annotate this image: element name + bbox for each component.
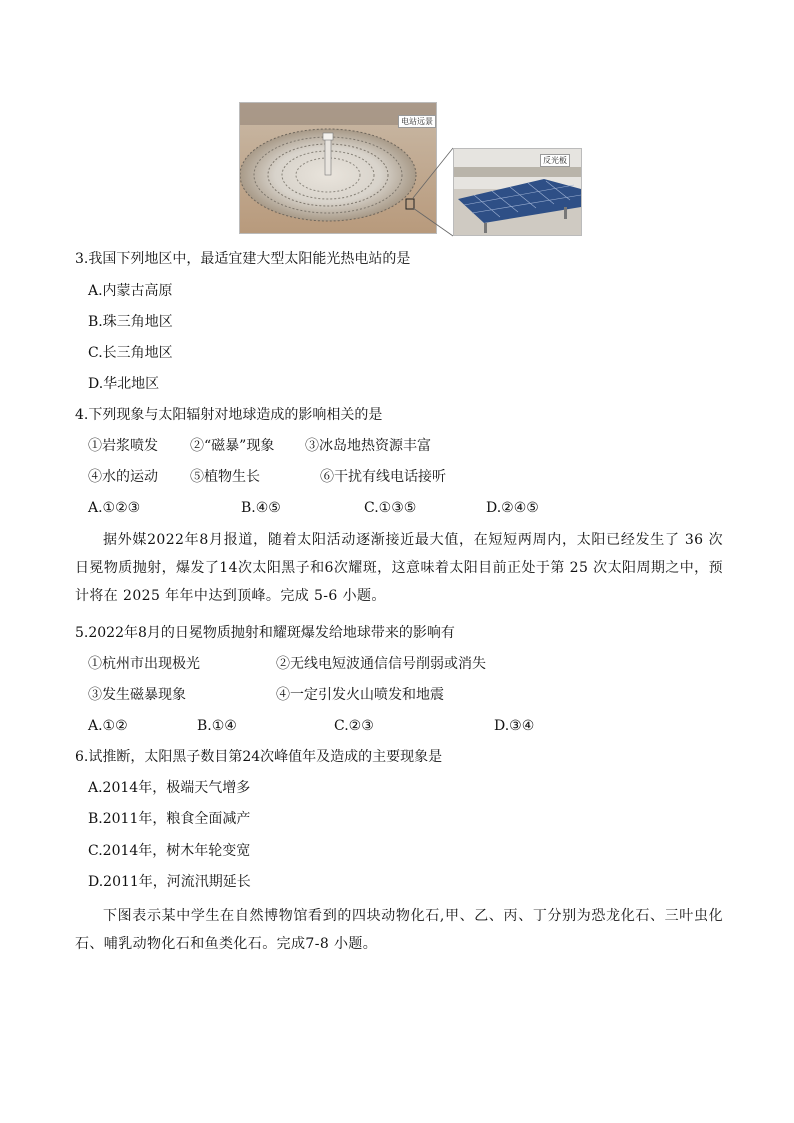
q6-option-b: B.2011年，粮食全面减产 <box>88 811 251 827</box>
q3-option-d: D.华北地区 <box>88 376 160 392</box>
q4-option-c: C.①③⑤ <box>364 500 417 516</box>
q5-stem: 5.2022年8月的日冕物质抛射和耀斑爆发给地球带来的影响有 <box>75 625 455 641</box>
reflector-panel-photo <box>453 148 582 236</box>
q3-option-a: A.内蒙古高原 <box>88 283 173 299</box>
q5-item-2: ②无线电短波通信信号削弱或消失 <box>276 656 486 672</box>
q4-item-1: ①岩浆喷发 <box>88 438 158 454</box>
q6-stem: 6.试推断，太阳黑子数目第24次峰值年及造成的主要现象是 <box>75 749 443 765</box>
q3-option-b: B.珠三角地区 <box>88 314 173 330</box>
passage-fossils: 下图表示某中学生在自然博物馆看到的四块动物化石,甲、乙、丙、丁分别为恐龙化石、三叶虫化石、哺乳动物化石和鱼类化石。完成7-8 小题。 <box>75 908 723 952</box>
q3-option-c: C.长三角地区 <box>88 345 173 361</box>
q6-option-a: A.2014年，极端天气增多 <box>88 780 251 796</box>
q5-option-b: B.①④ <box>197 718 237 734</box>
solar-plant-figure <box>239 102 582 238</box>
q4-item-2: ②“磁暴”现象 <box>190 438 275 454</box>
q5-option-a: A.①② <box>88 718 128 734</box>
q5-option-d: D.③④ <box>494 718 535 734</box>
q4-option-d: D.②④⑤ <box>486 500 539 516</box>
main-photo-label: 电站远景 <box>398 115 436 128</box>
q6-option-c: C.2014年，树木年轮变宽 <box>88 843 251 859</box>
q4-item-5: ⑤植物生长 <box>190 469 260 485</box>
q4-item-4: ④水的运动 <box>88 469 158 485</box>
q5-option-c: C.②③ <box>334 718 374 734</box>
q3-stem: 3.我国下列地区中，最适宜建大型太阳能光热电站的是 <box>75 251 411 267</box>
q4-option-b: B.④⑤ <box>241 500 281 516</box>
q4-option-a: A.①②③ <box>88 500 141 516</box>
q4-item-6: ⑥干扰有线电话接听 <box>320 469 446 485</box>
q6-option-d: D.2011年，河流汛期延长 <box>88 874 251 890</box>
q5-item-1: ①杭州市出现极光 <box>88 656 200 672</box>
q5-item-4: ④一定引发火山喷发和地震 <box>276 687 444 703</box>
inset-photo-label: 反光板 <box>540 154 570 167</box>
q5-item-3: ③发生磁暴现象 <box>88 687 186 703</box>
passage-solar-activity: 据外媒2022年8月报道，随着太阳活动逐渐接近最大值，在短短两周内，太阳已经发生了 36 次日冕物质抛射，爆发了14次太阳黑子和6次耀斑，这意味着太阳目前正处于第 25 次太阳周期之中，预计将在 2025 年年中达到顶峰。完成 5-6 小题。 <box>75 532 723 604</box>
q4-item-3: ③冰岛地热资源丰富 <box>305 438 431 454</box>
q4-stem: 4.下列现象与太阳辐射对地球造成的影响相关的是 <box>75 407 383 423</box>
